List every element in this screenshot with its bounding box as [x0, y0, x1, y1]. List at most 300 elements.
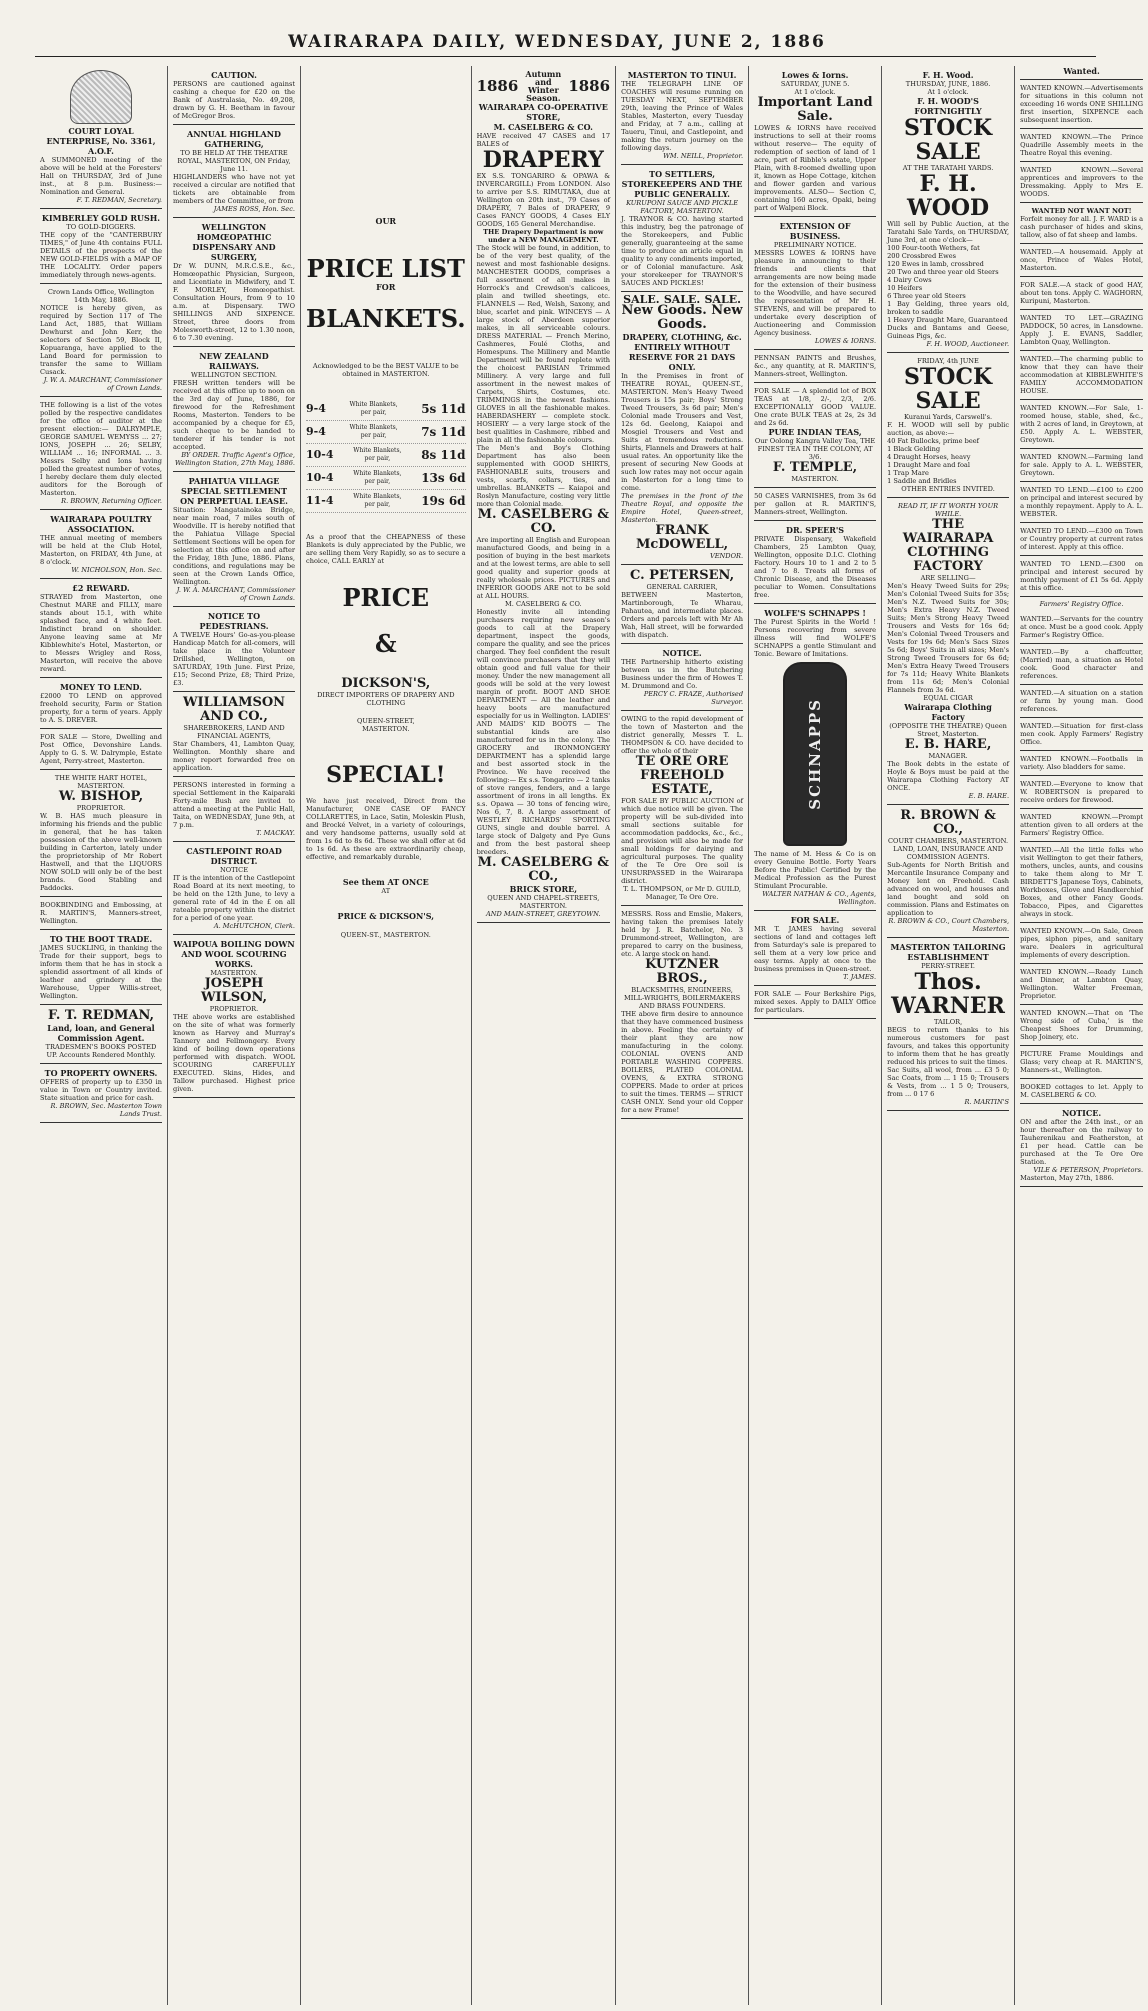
wanted-item: WANTED KNOWN.—Prompt attention given to all orders at the Farmers' Registry Office.: [1020, 809, 1143, 842]
ad-rail-text: FRESH written tenders will be received at this office up to noon on the 3rd day of June, 1886, for firewood for the Refreshment Rooms, Masterton. Tenders to be accompanied by a cheque for £5, such cheque to be handed to tenderer if his tender is not accepted.: [173, 379, 295, 451]
ad-wool-sub: MASTERTON.: [210, 969, 258, 977]
ad-poultry-text: THE annual meeting of members will be held at the Club Hotel, Masterton, on FRIDAY, 4th June, at 8 o'clock.: [40, 534, 162, 566]
ext-title: EXTENSION OF BUSINESS.: [779, 221, 851, 241]
ad-bishop: [40, 770, 162, 897]
ad-bishop-text: W. B. HAS much pleasure in informing his friends and the public in general, that he has taken possession of the above well-known building in Carterton, lately under the proprietorship of Mr Robert Hastwell, and that the LIQUORS NOW SOLD will only be of the best brands. Good Stabling and Paddocks.: [40, 812, 162, 892]
price-amount: 7s 11d: [421, 425, 466, 439]
ad-railway-notice: [1020, 1104, 1143, 1187]
kuranui-yards: Kuranui Yards, Carswell's.: [904, 413, 993, 421]
column-2: [168, 66, 301, 2005]
ad-court-text: A SUMMONED meeting of the above will be held at the Foresters' Hall on THURSDAY, 3rd of June inst., at 8 p.m. Business:—Nomination and General.: [40, 156, 162, 196]
wanted-item: FOR SALE.—A stack of good HAY, about ten tons. Apply C. WAGHORN, Kuripuni, Masterton.: [1020, 277, 1143, 310]
bank-sig: E. B. HARE.: [968, 792, 1010, 800]
ad-village-text: Situation: Mangatainoka Bridge, near main road, 7 miles south of Woodville. IT is hereby notified that the Pahiatua Village Special Settlement Sections will be open for selection at this office on and after the Friday, 18th June, 1886. Plans, conditions, and regulations may be seen at the Crown Lands Office, Wellington.: [173, 506, 295, 586]
wood-yards: AT THE TARATAHI YARDS.: [902, 164, 994, 172]
ad-new-goods: [621, 292, 743, 565]
firm-street: QUEEN-STREET,: [356, 717, 415, 725]
caselberg-text: Are importing all English and European manufactured Goods, and being in a position of buying in the best markets and at the lowest terms, are able to sell good quality and superior goods at really wholesale prices. PICTURES and INFERIOR GOODS ARE not to be sold at ALL HOURS.: [476, 536, 611, 600]
bottle-label: SCHNAPPS: [806, 698, 825, 810]
frank-title: FRANK McDOWELL,: [635, 523, 729, 552]
ad-road-text: IT is the intention of the Castlepoint Road Board at its next meeting, to be held on the 12th June, to levy a general rate of 4d in the £ on all rateable property within the district for a period of one year.: [173, 874, 295, 922]
wanted-item: WANTED KNOWN.—For Sale, 1-roomed house, stable, shed, &c., with 2 acres of land, in Greytown, at £50. Apply A. L. WEBSTER, Greytown.: [1020, 400, 1143, 449]
ad-redman: [40, 1005, 162, 1064]
new-goods-text: In the Premises in front of THEATRE ROYAL, QUEEN-ST., MASTERTON. Men's Heavy Tweed Trousers is 15s pair; Boys' Strong Tweed Trousers, 3s 6d pair; Men's Colonial made Trousers and Vest, 12s 6d. Geelong, Kaiapoi and Mosgiel Trousers and Vest and Suits at tremendous reductions. Shirts, Flannels and Drawers at half usual rates. An opportunity like the present of securing New Goods at such low rates may not occur again in Masterton for a long time to come.: [621, 372, 744, 492]
ad-reward-title: £2 REWARD.: [72, 583, 130, 593]
firm-street-2: QUEEN-ST., MASTERTON.: [340, 931, 431, 939]
lowes-date: SATURDAY, JUNE 5.: [780, 80, 850, 88]
temple-title: F. TEMPLE,: [772, 460, 858, 475]
ad-village-title: PAHIATUA VILLAGE SPECIAL SETTLEMENT ON PERPETUAL LEASE.: [180, 476, 288, 506]
ad-stock-sale-2: [887, 353, 1009, 498]
sale-label: SALE.: [623, 293, 660, 306]
ad-lands-sig: J. W. A. MARCHANT, Commissioner of Crown Lands.: [43, 376, 162, 392]
column-8: [1015, 66, 1148, 2005]
notice-title: NOTICE.: [662, 648, 702, 658]
ad-games-text: HIGHLANDERS who have not yet received a circular are notified that tickets are obtainable from members of the Committee, or from: [173, 173, 295, 205]
brown-text: Sub-Agents for North British and Mercantile Insurance Company and Money lent on Freehold. Cash advanced on wool, and houses and land bought and sold on commission. Plans and Estimates on application to: [887, 861, 1010, 917]
kutzner-text: THE above firm desire to announce that they have commenced business in above. Feeling the certainty of their plant they are now manufacturing in the colony. COLONIAL OVENS AND PORTABLE WASHING COPPERS. BOILERS, PLATED COLONIAL OVENS, & EXTRA STRONG COPPERS. Made to order at prices to suit the times. TERMS — STRICT CASH ONLY. Send your old Copper for a new Frame!: [621, 1010, 744, 1114]
lot-item: 1 Bay Gelding, three years old, broken to saddle: [887, 300, 1010, 316]
caselberg-title-2: M. CASELBERG & CO.,: [477, 855, 609, 884]
warner-title: Thos. WARNER: [891, 969, 1005, 1019]
price-qty: 11-4: [306, 494, 334, 507]
ad-wood: [887, 66, 1009, 353]
ad-games: [173, 125, 295, 218]
column-7: [882, 66, 1015, 2005]
caselberg-sig: M. CASELBERG & CO.: [505, 600, 582, 608]
ad-bind-text: BOOKBINDING and Embossing, at R. MARTIN'S, Manners-street, Wellington.: [40, 901, 162, 925]
tailor-text: BEGS to return thanks to his numerous customers for past favours, and takes this opportunity to inform them that he has greatly reduced his prices to suit the times.: [887, 1026, 1010, 1066]
dr-text: PRIVATE Dispensary, Wakefield Chambers, 25 Lambton Quay, Wellington, opposite D.I.C. Clothing Factory. Hours 10 to 1 and 2 to 5 and 7 to 8. Treats all forms of Chronic Disease, and the Diseases peculiar to Women. Consultations free.: [754, 535, 877, 599]
brown-sig: R. BROWN & CO., Court Chambers, Masterton.: [888, 917, 1010, 933]
ad-court-sig: F. T. REDMAN, Secretary.: [76, 196, 162, 204]
caselberg-addr: QUEEN AND CHAPEL-STREETS, MASTERTON.: [487, 894, 600, 910]
new-goods-sub: DRAPERY, CLOTHING, &c. ENTIRELY WITHOUT RESERVE FOR 21 DAYS ONLY.: [622, 332, 742, 372]
firm-dickson: DICKSON'S,: [341, 676, 431, 691]
ad-redman-title: F. T. REDMAN,: [47, 1008, 155, 1023]
wood-head: F. H. Wood.: [922, 70, 974, 80]
wood-date: THURSDAY, JUNE, 1886.: [905, 80, 991, 88]
ad-homeo: [173, 218, 295, 347]
ad-caution: [173, 66, 295, 125]
price-for: FOR: [376, 282, 396, 292]
column-1: [35, 66, 168, 2005]
special-see: See them AT ONCE: [342, 877, 429, 887]
ad-rail: [173, 347, 295, 472]
ad-paint: [754, 350, 876, 383]
ad-kutzner: [621, 906, 743, 1119]
ad-list-sig: R. BROWN, Returning Officer.: [61, 497, 162, 505]
price-our: OUR: [375, 216, 397, 226]
lot-item: 1 Black Gelding: [887, 445, 941, 453]
price-amount: 5s 11d: [421, 402, 466, 416]
ad-lands-head: Crown Lands Office, Wellington 14th May, 1886.: [47, 288, 155, 304]
coop-sub: M. CASELBERG & CO.: [493, 122, 593, 132]
ad-ped-title: NOTICE TO PEDESTRIANS.: [199, 611, 269, 631]
petersen-title: C. PETERSEN,: [630, 568, 735, 583]
masthead-title: WAIRARAPA DAILY, WEDNESDAY, JUNE 2, 1886: [288, 32, 826, 52]
ad-meeting: [173, 777, 295, 842]
price-list-title: PRICE LIST: [306, 254, 465, 283]
new-goods-note: The premises in the front of the Theatre Royal, and opposite the Empire Hotel, Queen-street, Masterton.: [621, 492, 744, 524]
tailor-title: MASTERTON TAILORING ESTABLISHMENT: [890, 942, 1006, 962]
sale-label: SALE.: [704, 293, 741, 306]
rail-notice-text: ON and after the 24th inst., or an hour thereafter on the railway to Tauherenikau and Featherston, at £1 per head. Cattle can be purchased at the Te Ore Ore Station.: [1020, 1118, 1144, 1166]
ad-lands-text: NOTICE is hereby given, as required by Section 117 of The Land Act, 1885, that William Dewhurst and John Kerr, the selectors of Section 59, Block II, Kopuaranga, have applied to the Land Board for permission to transfer the same to William Cusack.: [40, 304, 162, 376]
wanted-item: WANTED TO LET.—GRAZING PADDOCK, 50 acres, in Lansdowne. Apply J. E. EVANS, Saddler, Lambton Quay, Wellington.: [1020, 310, 1143, 351]
price-qty: 10-4: [306, 448, 334, 461]
ad-pedestrian: [173, 607, 295, 692]
ext-text: MESSRS LOWES & IORNS have pleasure in announcing to their friends and clients that arrangements are now being made for the extension of their business to the Woodville, and have secured the representation of Mr H. STEVENS, and will be prepared to undertake every description of Auctioneering and Commission Agency business.: [754, 249, 877, 337]
cloth-note: READ IT, IF IT WORTH YOUR WHILE.: [898, 502, 999, 518]
ad-petersen: [621, 565, 743, 644]
wanted-item: WANTED KNOWN.—Farming land for sale. Apply to A. L. WEBSTER, Greytown.: [1020, 449, 1143, 482]
ext-sig: LOWES & IORNS.: [814, 337, 877, 345]
wanted-item: WANTED.—Everyone to know that W. ROBERTSON is prepared to receive orders for firewood.: [1020, 776, 1143, 809]
ad-rail-sub: WELLINGTON SECTION.: [191, 371, 277, 379]
price-amount: 19s 6d: [421, 494, 466, 508]
ad-bishop-sub: PROPRIETOR.: [76, 804, 126, 812]
schnapps-bottle-icon: [783, 662, 847, 846]
ad-varnish: [754, 488, 876, 521]
ad-ped-text: A TWELVE Hours' Go-as-you-please Handicap Match for all-comers, will take place in the Volunteer Drillshed, Wellington, on SATURDAY, 19th June. First Prize, £15; Second Prize, £8; Third Prize, £3.: [173, 631, 295, 687]
wood-sale-text: Will sell by Public Auction, at the Taratahi Sale Yards, on THURSDAY, June 3rd, at one o'clock—: [887, 220, 1010, 244]
schnapps-text: The Purest Spirits in the World ! Persons recovering from severe illness will find WOLFE'S SCHNAPPS a gentle Stimulant and Tonic. Beware of Imitations.: [754, 618, 877, 658]
sauce-text: J. TRAYNOR & CO. having started this industry, beg the patronage of the Storekeepers, and Public generally, guaranteeing at the same time to produce an article equal in quality to any condiments imported, or of Colonial manufacture. Ask your storekeeper for TRAYNOR'S SAUCES AND PICKLES!: [621, 215, 744, 287]
caselberg-addr-2: AND MAIN-STREET, GREYTOWN.: [486, 910, 601, 918]
ore-title: TE ORE ORE FREEHOLD ESTATE,: [635, 754, 729, 797]
dr-title: DR. SPEER'S: [786, 525, 845, 535]
stock-sale-title-2: STOCK SALE: [904, 364, 993, 414]
wanted-item: WANTED KNOWN.—That on 'The Wrong side of Cuba,' is the Cheapest Shoes for Drumming, Shop Joinery, etc.: [1020, 1005, 1143, 1046]
schnapps-sig: WALTER NATHAN & CO., Agents, Wellington.: [762, 890, 877, 906]
ad-road-sig: A. McHUTCHON, Clerk.: [213, 922, 295, 930]
ad-meet-text: PERSONS interested in forming a special Settlement in the Kaiparaki Forty-mile Bush are invited to attend a meeting at the Public Hall, Taita, on WEDNESDAY, June 9th, at 7 p.m.: [173, 781, 295, 829]
ad-owners-sig: R. BROWN, Sec. Masterton Town Lands Trust.: [50, 1102, 162, 1118]
column-6: [749, 66, 882, 2005]
season-year-right: 1886: [568, 77, 611, 95]
ad-te-ore-ore: [621, 711, 743, 906]
ad-gold-title: KIMBERLEY GOLD RUSH.: [41, 213, 161, 223]
brick-store: BRICK STORE,: [509, 884, 578, 894]
ad-homeo-title: WELLINGTON HOMŒOPATHIC DISPENSARY AND SURGERY,: [192, 222, 276, 262]
new-goods-title: New Goods. New Goods.: [621, 303, 743, 332]
wanted-item: WANTED KNOWN.—On Sale, Green pipes, siphon pipes, and sanitary ware. Dealers in agricultural implements of every description.: [1020, 923, 1143, 964]
kutzner-sub: BLACKSMITHS, ENGINEERS, MILL-WRIGHTS, BOILERMAKERS AND BRASS FOUNDERS.: [624, 986, 741, 1010]
ad-wilson-sub: PROPRIETOR.: [209, 1005, 259, 1013]
factory-sub: (OPPOSITE THE THEATRE) Queen Street, Masterton.: [889, 722, 1007, 738]
ore-text: FOR SALE BY PUBLIC AUCTION of which due notice will be given. The property will be sub-divided into small sections suitable for accommodation paddocks, &c., &c., and provision will also be made for small holdings for dairying and agricultural purposes. The quality of the Te Ore Ore soil is UNSURPASSED in the Wairarapa district.: [621, 797, 744, 885]
coop-title: WAIRARAPA CO-OPERATIVE STORE,: [478, 102, 608, 122]
ad-boot-text: JAMES SUCKLING, in thanking the Trade for their support, begs to inform them that he has in stock a splendid assortment of all kinds of leather and grindery at the Warehouse, Upper Willis-street, Wellington.: [40, 944, 162, 1000]
price-qty: 9-4: [306, 425, 326, 438]
ad-gold: [40, 209, 162, 284]
factory-title: Wairarapa Clothing Factory: [904, 702, 992, 722]
petersen-text: BETWEEN Masterton, Martinborough, Te Wharau, Pahautea, and intermediate places. Orders and parcels left with Mr Ah Wah, Hall street, will be forwarded with dispatch.: [621, 591, 744, 639]
schnapps-text-2: The name of M. Hess & Co is on every Genuine Bottle. Forty Years Before the Public! Certified by the Medical Profession as the Purest Stimulant Procurable.: [754, 850, 877, 890]
drapery-title: DRAPERY: [482, 147, 604, 173]
ad-road-sub: NOTICE: [219, 866, 249, 874]
sale-label: SALE.: [663, 293, 701, 306]
ad-lowes: [754, 66, 876, 217]
ad-redman-sub: Land, loan, and General Commission Agent.: [47, 1023, 155, 1043]
wanted-item: WANTED.—All the little folks who visit Wellington to get their fathers, mothers, uncles, aunts, and cousins to take them along to Mr T. BIRDETT'S Japanese Toys, Cabinets, Workboxes, Glove and Handkerchief Boxes, and other Fancy Goods. Tobacco, Pipes, and Cigarettes always in stock.: [1020, 842, 1143, 923]
masthead: [0, 0, 1114, 62]
coop-text-3: The Men's and Boy's Clothing Department has also been supplemented with GOOD SHIRTS, FASHIONABLE suits, trousers and vests, scarfs, collars, ties, and umbrellas. BLANKETS — Kaiapoi and Roslyn Manufacture, costing very little more than Colonial made.: [476, 444, 611, 508]
hare-title: E. B. HARE,: [904, 737, 992, 752]
firm-town: MASTERTON.: [362, 725, 410, 733]
wanted-item: BOOKED cottages to let. Apply to M. CASELBERG & CO.: [1020, 1079, 1143, 1104]
coach-text: THE TELEGRAPH LINE OF COACHES will resume running on TUESDAY NEXT, SEPTEMBER 29th, leaving the Prince of Wales Stables, Masterton, every Tuesday and Friday, at 7 a.m., calling at Taueru, Tinui, and Castlepoint, and making the return journey on the following days.: [621, 80, 744, 152]
wanted-item: WANTED TO LEND.—£300 on Town or Country property at current rates of interest. Apply at this office.: [1020, 523, 1143, 556]
coach-title: MASTERTON TO TINUI.: [627, 70, 737, 80]
price-desc: White Blankets, per pair,: [353, 470, 402, 485]
land-sale-text: LOWES & IORNS have received instructions to sell at their rooms without reserve— The equity of redemption of section of land of 1 acre, part of Ribble's estate, Upper Plain, with 8-roomed dwelling upon it, known as Hope Cottage, kitchen and flower garden and various improvements. ALSO— Section C, containing 160 acres, Opaki, being part of Walpeni Block.: [754, 124, 877, 212]
ad-gold-text: THE copy of the "CANTERBURY TIMES," of June 4th contains FULL DETAILS of the prospects of the NEW GOLD-FIELDS with a MAP OF THE LOCALITY. Order papers immediately through news-agents.: [40, 231, 162, 279]
columns: [35, 66, 1144, 2005]
lot-item: 1 Trap Mare: [887, 469, 929, 477]
dept-text: The Stock will be found, in addition, to be of the very best quality, of the newest and most fashionable designs. MANCHESTER GOODS, comprises a full assortment of all makes in Horrock's and Crewdson's calicoes, plain and twilled sheetings, etc. FLANNELS — Red, Welsh, Saxony, and blue, scarlet and pink. WINCEYS — A large stock of Aberdeen superior makes, in all serviceable colours. DRESS MATERIAL — French Merino, Cashmeres, Foulé Cloths, and Homespuns. The Millinery and Mantle Department will be found replete with the choicest PARISIAN Trimmed Millinery. A very large and full assortment in the newest makes of Carpets, Shirts, Costumes, etc. TRIMMINGS in the newest fashions. GLOVES in all the fashionable makes. HABERDASHERY — complete stock. HOSIERY — a very large stock of the best qualities in Cashmere, ribbed and plain in all the fashionable colours.: [476, 244, 611, 444]
notice-sig: PERCY C. FRAZE, Authorised Surveyor.: [643, 690, 744, 706]
lot-item: 6 Three year old Steers: [887, 292, 966, 300]
ad-dr-speer: [754, 521, 876, 604]
ad-sauce: [621, 165, 743, 292]
tailor-addr: PERRY-STREET.: [921, 962, 975, 970]
ad-village: [173, 472, 295, 607]
ad-court: [40, 66, 162, 209]
brown-title: R. BROWN & CO.,: [900, 808, 996, 837]
lot-item: 200 Crossbred Ewes: [887, 252, 957, 260]
price-desc: White Blankets, per pair,: [349, 424, 398, 439]
wanted-item: WANTED KNOWN.—Footballs in variety. Also bladders for same.: [1020, 751, 1143, 776]
ad-wool-title: WAIPOUA BOILING DOWN AND WOOL SCOURING WORKS.: [173, 939, 295, 969]
wanted-item: WANTED.—A housemaid. Apply at once, Prince of Wales Hotel, Masterton.: [1020, 244, 1143, 277]
wood-name: F. H. WOOD: [907, 171, 990, 221]
wanted-item: PICTURE Frame Mouldings and Glass; very cheap at R. MARTIN'S, Manners-st., Wellington.: [1020, 1046, 1143, 1079]
crest-icon: [70, 70, 132, 124]
lot-item: Ducks and Bantams and Geese, Guineas Pigs, &c.: [887, 324, 1010, 340]
ad-rail-sig: BY ORDER. Traffic Agent's Office, Wellington Station, 27th May, 1886.: [174, 451, 295, 467]
ad-caution-text: PERSONS are cautioned against cashing a cheque for £20 on the Bank of Australasia, No. 49,208, drawn by G. H. Beetham in favour of McGregor Bros.: [173, 80, 295, 120]
firm-amp: &: [374, 629, 397, 658]
temple-sub: MASTERTON.: [791, 475, 839, 483]
wanted-item: WANTED.—Situation for first-class men cook. Apply Farmers' Registry Office.: [1020, 718, 1143, 751]
ad-list-text: THE following is a list of the votes polled by the respective candidates for the office of auditor at the present election:— DALRYMPLE, GEORGE SAMUEL WEMYSS ... 27; IONS, JOSEPH ... 26; SELBY, WILLIAM ... 16; INFORMAL ... 3. Messrs Selby and Ions having polled the greatest number of votes, I hereby declare them duly elected auditors for the Borough of Masterton.: [40, 401, 162, 497]
firm-sub: DIRECT IMPORTERS OF DRAPERY AND CLOTHING: [317, 691, 455, 707]
ad-pigs: [754, 986, 876, 1019]
ad-cottage-text: FOR SALE — Store, Dwelling and Post Office, Devonshire Lands. Apply to G. S. W. Dalrymple, Estate Agent, Perry-street, Masterton.: [40, 733, 162, 765]
ad-wil-sub: SHAREBROKERS, LAND AND FINANCIAL AGENTS,: [183, 724, 285, 740]
ad-poultry: [40, 510, 162, 579]
lot-item: 40 Fat Bullocks, prime beef: [887, 437, 980, 445]
ad-road-title: CASTLEPOINT ROAD DISTRICT.: [186, 846, 282, 866]
wanted-head: Wanted.: [1020, 66, 1143, 80]
hare-sub: MANAGER.: [928, 752, 968, 760]
tailor-prices: Sac Suits, all wool, from ... £3 5 0; Sac Coats, from ... 1 15 0; Trousers & Vests, from ... 1 5 0; Trousers, from ... 0 17 6: [887, 1066, 1010, 1098]
ad-owners-text: OFFERS of property up to £350 in value in Town or Country invited. State situation and price for cash.: [40, 1078, 162, 1102]
price-qty: 9-4: [306, 402, 326, 415]
tailor-sig: R. MARTIN'S: [964, 1098, 1010, 1106]
tea-text: FOR SALE — A splendid lot of BOX TEAS at 1/8, 2/-, 2/3, 2/6. EXCEPTIONALLY GOOD VALUE. One crate BULK TEAS at 2s, 2s 3d and 2s 6d.: [754, 387, 877, 427]
ad-money-title: MONEY TO LEND.: [60, 682, 142, 692]
masthead-rule: [35, 56, 1096, 57]
petersen-sub: GENERAL CARRIER,: [646, 583, 718, 591]
lowes-time: At 1 o'clock.: [794, 88, 836, 96]
wanted-item: WANTED KNOWN.—Ready Lunch and Dinner, at Lambton Quay, Wellington. Walter Freeman, Proprietor.: [1020, 964, 1143, 1005]
column-4: [472, 66, 617, 2005]
ad-gold-sub: TO GOLD-DIGGERS.: [66, 223, 136, 231]
caselberg-inform: Honestly invite all intending purchasers requiring new season's goods to call at the Drapery department, inspect the goods, compare the quality, and see the prices charged. They feel confident the result will convince purchasers that they will obtain good and full value for their money. Under the new management all goods will be sold at the very lowest margin of profit. BOOT AND SHOE DEPARTMENT — All the leather and heavy boots are manufactured especially for us in Wellington. LADIES' AND MAIDS' KID BOOTS — The substantial kinds are also manufactured for us in the colony. The GROCERY and IRONMONGERY DEPARTMENT has a splendid large and best assorted stock in the Province. We have received the following:— Ex s.s. Tongariro — 2 tanks of stove ranges, fenders, and a large assortment of irons in all lengths. Ex s.s. Opawa — 30 tons of fencing wire, Nos 6, 7, 8. A large assortment of WESTLEY RICHARDS' SPORTING GUNS, single and double barrel. A large stock of Dalgety and Pye Guns and from the best pastoral sheep breeders.: [476, 608, 611, 856]
cloth-equal: EQUAL CIGAR: [923, 694, 973, 702]
ad-village-sig: J. W. A. MARCHANT, Commissioner of Crown Lands.: [176, 586, 295, 602]
wanted-item: WANTED TO LEND.—£300 on principal and interest secured by monthly payment of £1 5s 6d. Apply at this office.: [1020, 556, 1143, 597]
ad-bind: [40, 897, 162, 930]
season-label: Autumn and Winter Season.: [525, 69, 562, 103]
firm-price-dickson: PRICE & DICKSON'S,: [337, 911, 434, 921]
price-qty: 10-4: [306, 471, 334, 484]
land-sale-title: Important Land Sale.: [757, 95, 873, 124]
price-row: [306, 490, 466, 513]
stock-sale-title: STOCK SALE: [904, 115, 993, 165]
ad-boot-title: TO THE BOOT TRADE.: [49, 934, 153, 944]
wanted-item: WANTED KNOWN.—Several apprentices and improvers to the Dressmaking. Apply to Mrs E. WOODS.: [1020, 162, 1143, 203]
rail-notice-sig: VILE & PETERSON, Proprietors.: [1033, 1166, 1144, 1174]
price-row: [306, 398, 466, 421]
ad-road: [173, 842, 295, 935]
tea-sub: Our Oolong Kangra Valley Tea, THE FINEST TEA IN THE COLONY, AT 3/6.: [754, 437, 876, 461]
ore-intro: OWING to the rapid development of the town of Masterton and the district generally, Messrs T. L. THOMPSON & CO. have decided to offer the whole of their: [621, 715, 744, 755]
wanted-item: WANTED TO LEND.—£100 to £200 on principal and interest secured by a monthly repayment. Apply to A. L. WEBSTER.: [1020, 482, 1143, 523]
ad-cottage: [40, 729, 162, 770]
brown-sub: LAND, LOAN, INSURANCE AND COMMISSION AGENTS.: [893, 845, 1004, 861]
ad-court-title: COURT LOYAL ENTERPRISE, No. 3361, A.O.F.: [46, 126, 156, 156]
ad-tailor: [887, 938, 1009, 1111]
ad-bishop-title: W. BISHOP,: [58, 789, 144, 804]
price-desc: White Blankets, per pair,: [353, 447, 402, 462]
james-text: MR T. JAMES having several sections of land and cottages left from Saturday's sale is prepared to sell them at a very low price and easy terms. Apply at once to the business premises in Queen-street.: [754, 925, 877, 973]
price-amount: 13s 6d: [421, 471, 466, 485]
ore-sig: T. L. THOMPSON, or Mr D. GUILD, Manager, Te Ore Ore.: [623, 885, 741, 901]
entries-invited: OTHER ENTRIES INVITED.: [901, 485, 995, 493]
ad-clothing: [887, 498, 1009, 805]
ad-games-sub: TO BE HELD AT THE THEATRE ROYAL, MASTERTON, ON Friday, June 11.: [177, 149, 291, 173]
price-intro: Acknowledged to be the BEST VALUE to be obtained in MASTERTON.: [312, 362, 459, 378]
schnapps-title: WOLFE'S SCHNAPPS !: [764, 608, 866, 618]
ad-james: [754, 911, 876, 986]
ad-meet-sig: T. MACKAY.: [256, 829, 295, 837]
ad-lands: [40, 284, 162, 397]
price-row: [306, 444, 466, 467]
coach-sig: WM. NEILL, Proprietor.: [663, 152, 744, 160]
rail-notice-title: NOTICE.: [1061, 1108, 1102, 1118]
pigs-text: FOR SALE — Four Berkshire Pigs, mixed sexes. Apply to DAILY Office for particulars.: [754, 990, 877, 1014]
ad-brown: [887, 805, 1009, 938]
season-year-left: 1886: [476, 77, 519, 95]
wanted-item-text: Forfeit money for all. J. F. WARD is a cash purchaser of hides and skins, tallow, also of fat sheep and lambs.: [1020, 215, 1144, 239]
price-item: BLANKETS.: [306, 304, 466, 333]
sauce-sub: KURUPONI SAUCE AND PICKLE FACTORY, MASTERTON.: [626, 199, 739, 215]
warner-sub: TAILOR,: [933, 1018, 963, 1026]
ad-extension: [754, 217, 876, 350]
ad-homeo-text: Dr W. DUNN, M.R.C.S.E., &c., Homœopathic Physician, Surgeon, and Licentiate in Midwifery, and T. F. MORLEY, Homœopathist. Consultation Hours, from 9 to 10 a.m. at Dispensary. TWO SHILLINGS AND SIXPENCE. Street, three doors from Molesworth-street, 12 to 1.30 noon, 6 to 7.30 evening.: [173, 262, 295, 342]
sauce-title: TO SETTLERS, STOREKEEPERS AND THE PUBLIC GENERALLY.: [621, 169, 743, 199]
cloth-text: Men's Heavy Tweed Suits for 29s; Men's Colonial Tweed Suits for 35s; Men's N.Z. Tweed Suits for 30s; Men's Extra Heavy N.Z. Tweed Suits; Men's Strong Heavy Tweed Trousers and Vests for 16s 6d; Men's Colonial Tweed Trousers and Vests for 19s 6d; Men's Sacs Sizes 5s 6d; Boys' Suits in all sizes; Men's Strong Tweed Trousers for 6s 6d; Men's Extra Heavy Tweed Trousers for 7s 11d; Heavy White Blankets from 11s 6d; Men's Colonial Flannels from 3s 6d.: [887, 582, 1010, 694]
ad-reward-text: STRAYED from Masterton, one Chestnut MARE and FILLY, mare stands about 15.1, with white splashed face, and 4 white feet. Indistinct brand on shoulder. Anyone leaving same at Mr Kibblewhite's Hotel, Masterton, or to Messrs Wrigley and Ross, Masterton, will receive the above reward.: [40, 593, 162, 673]
lot-item: 10 Heifers: [887, 284, 923, 292]
notice-text: THE Partnership hitherto existing between us in the Butchering Business under the firm of Howes T. M. Drummond and Co.: [621, 658, 744, 690]
ad-williamson: [173, 692, 295, 777]
wood-time: At 1 o'clock.: [927, 88, 969, 96]
ad-owners: [40, 1064, 162, 1123]
ad-reward: [40, 579, 162, 678]
ad-wool: [173, 935, 295, 1098]
lot-item: 120 Ewes in lamb, crossbred: [887, 260, 984, 268]
ad-games-sig: JAMES ROSS, Hon. Sec.: [213, 205, 295, 213]
lot-item: 20 Two and three year old Steers: [887, 268, 999, 276]
ad-wil-text: Star Chambers, 41, Lambton Quay, Wellington. Monthly share and money report forwarded free on application.: [173, 740, 295, 772]
wood-sale-head: F. H. WOOD'S FORTNIGHTLY: [914, 96, 982, 116]
ad-coach: [621, 66, 743, 165]
ad-boot: [40, 930, 162, 1005]
price-desc: White Blankets, per pair,: [349, 401, 398, 416]
coop-text-2: EX S.S. TONGARIRO & OPAWA & INVERCARGILL) From LONDON. Also to arrive per S.S. RIMUTAKA, due at Wellington on 20th inst., 79 Cases of DRAPERY, 7 Bales of DRAPERY, 9 Cases FANCY GOODS, 4 Cases ELY GOODS, 165 General Merchandise.: [476, 172, 611, 228]
firm-price: PRICE: [342, 583, 430, 612]
price-proof: As a proof that the CHEAPNESS of these Blankets is duly appreciated by the Public, we are selling them Very Rapidly, so as to secure a choice, CALL EARLY at: [306, 533, 466, 565]
lot-item: 1 Saddle and Bridles: [887, 477, 957, 485]
ad-wool-text: THE above works are established on the site of what was formerly known as Harvey and Murray's Tannery and Fellmongery. Every kind of boiling down operations performed with dispatch. WOOL SCOURING CAREFULLY EXECUTED. Skins, Hides, and Tallow purchased. Highest price given.: [173, 1013, 295, 1093]
ad-redman-text: TRADESMEN'S BOOKS POSTED UP. Accounts Rendered Monthly.: [45, 1043, 157, 1059]
ad-caution-title: CAUTION.: [211, 70, 257, 80]
price-row: [306, 467, 466, 490]
column-3: [301, 66, 472, 2005]
ad-schnapps: [754, 604, 876, 911]
paint-text: PENNSAN PAINTS and Brushes, &c., any quantity, at R. MARTIN'S, Manners-street, Wellington.: [754, 354, 877, 378]
sale2-text: F. H. WOOD will sell by public auction, as above:—: [887, 421, 1010, 437]
ad-games-title: ANNUAL HIGHLAND GATHERING,: [187, 129, 281, 149]
ad-poultry-title: WAIRARAPA POULTRY ASSOCIATION.: [50, 514, 152, 534]
wanted-item-title: WANTED NOT WANT NOT!: [1031, 207, 1132, 215]
varnish-text: 50 CASES VARNISHES, from 3s 6d per gallon at R. MARTIN'S, Manners-street, Wellington.: [754, 492, 877, 516]
lot-item: 1 Heavy Draught Mare, Guaranteed: [887, 316, 1008, 324]
wanted-item: WANTED KNOWN.—Advertisements for situations in this column not exceeding 16 words ONE SHILLING first insertion, SIXPENCE each subsequent insertion.: [1020, 80, 1143, 129]
caselberg-title: M. CASELBERG & CO.: [477, 507, 609, 536]
ad-wilson-title: JOSEPH WILSON,: [200, 976, 268, 1005]
wanted-item: WANTED.—By a chaffcutter, (Married) man, a situation as Hotel cook. Good character and references.: [1020, 644, 1143, 685]
price-amount: 8s 11d: [421, 448, 466, 462]
kutzner-title: KUTZNER BROS.,: [645, 957, 720, 986]
lot-item: 1 Draught Mare and foal: [887, 461, 970, 469]
lot-item: 4 Dairy Cows: [887, 276, 932, 284]
special-text: We have just received, Direct from the Manufacturer, ONE CASE OF FANCY COLLARETTES, in Lace, Satin, Moleskin Plush, and Brocké Velvet, in a variety of colourings, and very handsome patterns, usually sold at from 1s 6d to 8s 6d. These we shall offer at 6d to 1s 6d. As these are extraordinarily cheap, effective, and remarkably durable,: [306, 797, 466, 861]
rail-notice-date: Masterton, May 27th, 1886.: [1020, 1174, 1114, 1182]
ext-sub: PRELIMINARY NOTICE.: [773, 241, 857, 249]
lowes-head: Lowes & Iorns.: [781, 70, 849, 80]
wanted-item: WANTED.—Servants for the country at once. Must be a good cook. Apply Farmer's Registry Office.: [1020, 611, 1143, 644]
dept-title: THE Drapery Department is now under a NEW MANAGEMENT.: [483, 228, 604, 244]
tea-title: PURE INDIAN TEAS,: [768, 427, 862, 437]
ad-owners-title: TO PROPERTY OWNERS.: [44, 1068, 158, 1078]
wanted-item: WANTED.—The charming public to know that they can have their accommodation at KIBBLEWHITE'S FAMILY ACCOMMODATION HOUSE.: [1020, 351, 1143, 400]
ad-notice: [621, 644, 743, 711]
ad-hart-title: THE WHITE HART HOTEL, MASTERTON.: [54, 774, 148, 790]
ad-money-text: £2000 TO LEND on approved freehold security, Farm or Station property, for a term of years. Apply to A. S. DREVER.: [40, 692, 162, 724]
bank-text: The Book debts in the estate of Hoyle & Boys must be paid at the Wairarapa Clothing Factory AT ONCE.: [887, 760, 1010, 792]
wanted-want-not: [1020, 203, 1143, 244]
ad-poultry-sig: W. NICHOLSON, Hon. Sec.: [71, 566, 162, 574]
wood-sig: F. H. WOOD, Auctioneer.: [926, 340, 1010, 348]
ad-tea: [754, 383, 876, 488]
james-title: FOR SALE.: [790, 915, 840, 925]
